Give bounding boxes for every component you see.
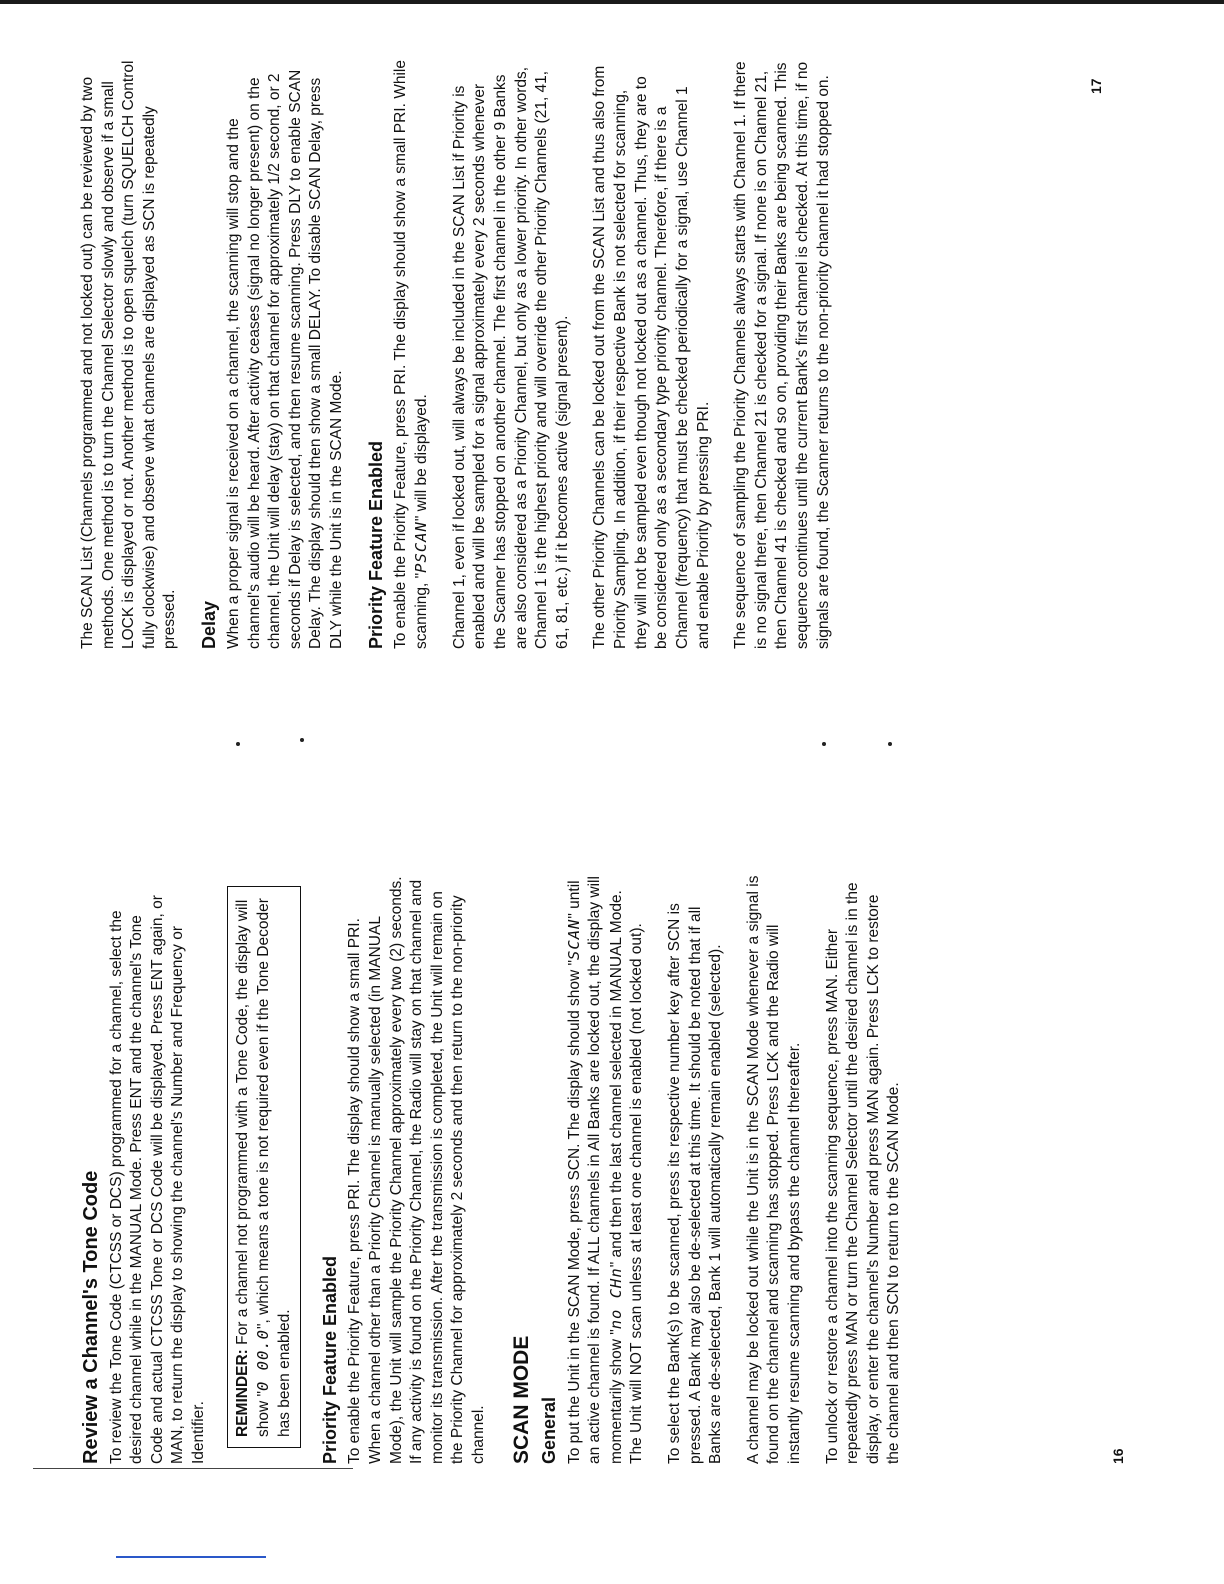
priority-text-part: " will be displayed. (413, 394, 431, 522)
page-16 (78, 874, 922, 1464)
priority-text-part: To enable the Priority Feature, press PRI. The display should show a small PRI. While scanning, " (391, 60, 431, 649)
review-tone-code-heading: Review a Channel's Tone Code (80, 1170, 102, 1464)
reminder-box (227, 886, 302, 1448)
priority-feature-text (391, 59, 433, 649)
delay-heading: Delay (199, 600, 220, 649)
general-text (564, 874, 648, 1464)
general-text-part: " and then the last channel selected in MANUAL Mode. The Unit will NOT scan unless at least one channel is enabled (not locked out). (607, 890, 646, 1464)
lockout-text: A channel may be locked out while the Unit is in the SCAN Mode whenever a signal is found on the channel and scanning has stopped. Press LCK and the Radio will instantly resume scanning and bypass the channel thereafter. (744, 875, 804, 1464)
scan-mode-heading: SCAN MODE (509, 1335, 533, 1464)
scan-list-text: The SCAN List (Channels programmed and not locked out) can be reviewed by two methods. One method is to turn the Channel Selector slowly and observe if a small LOCK is displayed or not. Another method is to open squelch (turn SQUELCH Control fully clockwise) and observe what channels are displayed as SCN is repeatedly pressed. (79, 60, 179, 649)
general-text-part: To put the Unit in the SCAN Mode, press SCN. The display should show " (565, 959, 583, 1464)
bank-select-text: To select the Bank(s) to be scanned, press its respective number key after SCN is pressed. A Bank may also be de-selected at this time. It should be noted that if all Banks are de-selected, Bank 1 will automatically remain enabled (selected). (665, 903, 725, 1464)
review-tone-code-text: To review the Tone Code (CTCSS or DCS) programmed for a channel, select the desired channel while in the MANUAL Mode. Press ENT and the channel's Tone Code and actual CTCSS Tone or DCS Code will be displayed. Press ENT again, or MAN, to return the display to showing the channel's Number and Frequency or Identifier. (107, 895, 208, 1464)
other-priority-channels-text: The other Priority Channels can be locked out from the SCAN List and thus also from Priority Sampling. In addition, if their respective Bank is not selected for scanning, they will not be sampled even though not locked out as a channel. Thus, they are to be considered only as a secondary type priority channel. Therefore, if there is a Channel (frequency) that must be checked periodically for a signal, use Channel 1 and enable Priority by pressing PRI. (591, 65, 712, 649)
reminder-text: ", which means a tone is not required even if the Tone Decoder has been enabled. (255, 898, 293, 1437)
priority-sequence-text: The sequence of sampling the Priority Channels always starts with Channel 1. If there is no signal there, then Channel 21 is checked for a signal. If none is on Channel 21, then Channel 41 is checked and so on, providing their Banks are being scanned. This sequence continues until the current Bank's first channel is checked. At this time, if no signals are found, the Scanner returns to the non-priority channel it had stopped on. (732, 61, 832, 649)
general-text-part: " until an active channel is found. If ALL channels in All Banks are locked out, the display will momentarily show " (565, 876, 625, 1464)
restore-text: To unlock or restore a channel into the scanning sequence, press MAN. Either repeatedly press MAN or turn the Channel Selector until the desired channel is in the display, or enter the channel's Number and press MAN again. Press LCK to restore the channel and then SCN to return to the SCAN Mode. (823, 882, 903, 1464)
priority-feature-heading: Priority Feature Enabled (320, 1255, 341, 1464)
lcd-display-text: PSCAN (412, 521, 431, 573)
lcd-display-text: 0 00.0 (254, 1329, 273, 1391)
page-number: 17 (1088, 78, 1104, 94)
lcd-display-text: SCAN (564, 918, 583, 960)
page-17 (78, 59, 851, 649)
page-number: 16 (1110, 1448, 1126, 1464)
reminder-text: For a channel not programmed with a Tone Code, the display will show " (233, 899, 273, 1437)
reminder-label: REMINDER: (233, 1349, 251, 1437)
general-heading: General (538, 1396, 559, 1464)
channel-1-priority-text: Channel 1, even if locked out, will always be included in the SCAN List if Priority is enabled and will be sampled for a signal approximately every 2 seconds whenever the Scanner has stopped on another channel. The first channel in the other 9 Banks are also considered as a Priority Channel, but only as a lower priority. In other words, Channel 1 is the highest priority and will override the other Priority Channels (21, 41, 61, 81, etc.) if it becomes active (signal present). (450, 66, 571, 649)
priority-feature-heading: Priority Feature Enabled (365, 440, 386, 649)
delay-text: When a proper signal is received on a channel, the scanning will stop and the channel's audio will be heard. After activity ceases (signal no longer present) on the channel, the Unit will delay (stay) on that channel for approximately 1/2 second, or 2 seconds if Delay is selected, and then resume scanning. Press DLY to enable SCAN Delay. The display should then show a small DELAY. To disable SCAN Delay, press DLY while the Unit is in the SCAN Mode. (224, 69, 346, 649)
lcd-display-text: no CHn (606, 1267, 625, 1330)
priority-feature-text: To enable the Priority Feature, press PRI. The display should show a small PRI. When a channel other than a Priority Channel is manually selected (in MANUAL Mode), the Unit will sample the Priority Channel approximately every two (2) seconds. If any activity is found on the Priority Channel, the Radio will stay on that channel and monitor its transmission. After the transmission is completed, the Unit will remain on the Priority Channel for approximately 2 seconds and then return to the non-priority channel. (346, 876, 488, 1464)
